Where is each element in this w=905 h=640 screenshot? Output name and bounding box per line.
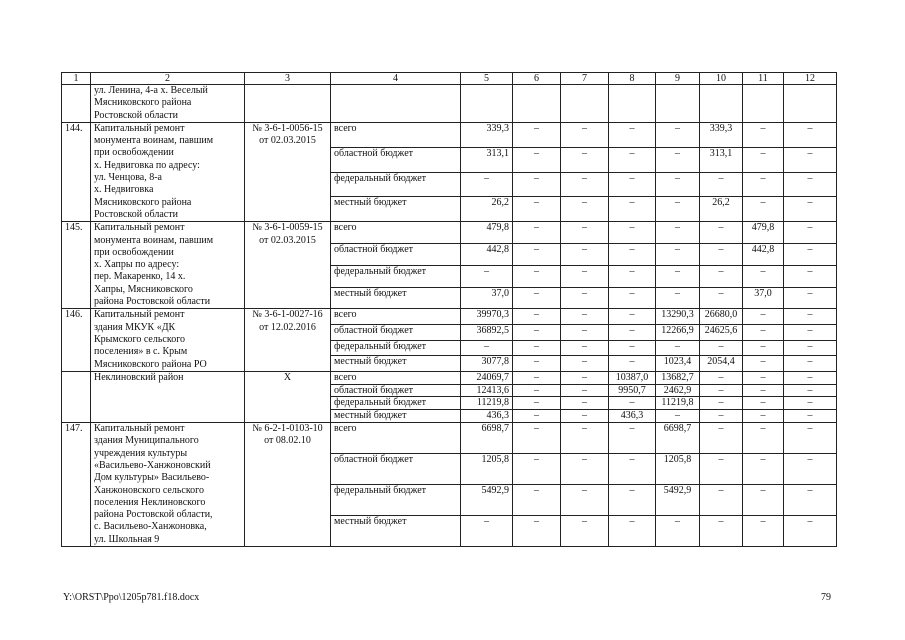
page-number: 79 bbox=[821, 592, 831, 603]
value-cell: – bbox=[561, 340, 609, 356]
value-cell: – bbox=[743, 340, 784, 356]
value-cell: 9950,7 bbox=[609, 384, 656, 397]
value-cell: – bbox=[743, 356, 784, 372]
value-cell: – bbox=[700, 423, 743, 454]
value-cell: 24069,7 bbox=[461, 371, 513, 384]
value-cell: 36892,5 bbox=[461, 324, 513, 340]
budget-source-label: всего bbox=[331, 122, 461, 147]
value-cell: 37,0 bbox=[461, 287, 513, 309]
empty-cell bbox=[743, 85, 784, 123]
value-cell: 436,3 bbox=[461, 410, 513, 423]
value-cell: – bbox=[461, 340, 513, 356]
budget-source-label: местный бюджет bbox=[331, 515, 461, 546]
table-row bbox=[62, 222, 837, 244]
empty-cell bbox=[461, 85, 513, 123]
value-cell: – bbox=[513, 222, 561, 244]
budget-source-label: всего bbox=[331, 423, 461, 454]
value-cell: – bbox=[784, 423, 837, 454]
value-cell: 1023,4 bbox=[656, 356, 700, 372]
value-cell: – bbox=[513, 324, 561, 340]
value-cell: – bbox=[656, 410, 700, 423]
value-cell: 6698,7 bbox=[656, 423, 700, 454]
value-cell: 13682,7 bbox=[656, 371, 700, 384]
value-cell: – bbox=[743, 384, 784, 397]
value-cell: – bbox=[513, 265, 561, 287]
value-cell: – bbox=[700, 410, 743, 423]
value-cell: – bbox=[700, 384, 743, 397]
value-cell: 12266,9 bbox=[656, 324, 700, 340]
budget-source-label: областной бюджет bbox=[331, 384, 461, 397]
empty-cell bbox=[700, 85, 743, 123]
value-cell: – bbox=[784, 371, 837, 384]
value-cell: – bbox=[743, 265, 784, 287]
budget-source-label: областной бюджет bbox=[331, 244, 461, 266]
value-cell: – bbox=[784, 147, 837, 172]
table-row bbox=[62, 122, 837, 147]
value-cell: 313,1 bbox=[461, 147, 513, 172]
value-cell: – bbox=[561, 356, 609, 372]
budget-source-label: всего bbox=[331, 309, 461, 325]
table-row bbox=[62, 371, 837, 384]
object-name: Неклиновский район bbox=[91, 371, 245, 422]
value-cell: – bbox=[656, 147, 700, 172]
value-cell: – bbox=[784, 244, 837, 266]
value-cell: – bbox=[743, 515, 784, 546]
column-header: 1 bbox=[62, 73, 91, 85]
value-cell: – bbox=[784, 454, 837, 485]
value-cell: 479,8 bbox=[461, 222, 513, 244]
value-cell: 26,2 bbox=[461, 197, 513, 222]
value-cell: 26680,0 bbox=[700, 309, 743, 325]
value-cell: – bbox=[784, 172, 837, 197]
table-row bbox=[62, 309, 837, 325]
value-cell: – bbox=[609, 172, 656, 197]
value-cell: 436,3 bbox=[609, 410, 656, 423]
value-cell: – bbox=[513, 172, 561, 197]
empty-cell bbox=[513, 85, 561, 123]
object-name: Капитальный ремонт монумента воинам, павшим при освобождении х. Хапры по адресу: пер. Макаренко, 14 х. Хапры, Мясниковского района Ростовской области bbox=[91, 222, 245, 309]
empty-cell bbox=[784, 85, 837, 123]
budget-table bbox=[61, 72, 837, 547]
value-cell: – bbox=[561, 197, 609, 222]
value-cell: – bbox=[656, 265, 700, 287]
value-cell: 442,8 bbox=[461, 244, 513, 266]
value-cell: – bbox=[656, 244, 700, 266]
value-cell: 2462,9 bbox=[656, 384, 700, 397]
value-cell: – bbox=[513, 197, 561, 222]
value-cell: – bbox=[700, 222, 743, 244]
document-number: № 3-6-1-0056-15 от 02.03.2015 bbox=[245, 122, 331, 221]
budget-source-label: местный бюджет bbox=[331, 197, 461, 222]
value-cell: – bbox=[743, 484, 784, 515]
column-header: 8 bbox=[609, 73, 656, 85]
value-cell: – bbox=[609, 423, 656, 454]
value-cell: – bbox=[656, 197, 700, 222]
value-cell: – bbox=[561, 484, 609, 515]
value-cell: 1205,8 bbox=[656, 454, 700, 485]
value-cell: – bbox=[743, 147, 784, 172]
value-cell: 11219,8 bbox=[656, 397, 700, 410]
value-cell: – bbox=[561, 515, 609, 546]
object-name: Капитальный ремонт монумента воинам, павшим при освобождении х. Недвиговка по адресу: ул. Ченцова, 8-а х. Недвиговка Мясниковского района Ростовской области bbox=[91, 122, 245, 221]
value-cell: 479,8 bbox=[743, 222, 784, 244]
row-number bbox=[62, 371, 91, 422]
value-cell: – bbox=[700, 371, 743, 384]
value-cell: – bbox=[656, 172, 700, 197]
value-cell: 3077,8 bbox=[461, 356, 513, 372]
budget-source-label: федеральный бюджет bbox=[331, 172, 461, 197]
budget-source-label: местный бюджет bbox=[331, 287, 461, 309]
budget-source-label: областной бюджет bbox=[331, 454, 461, 485]
document-number: № 3-6-1-0059-15 от 02.03.2015 bbox=[245, 222, 331, 309]
value-cell: – bbox=[784, 410, 837, 423]
column-header: 6 bbox=[513, 73, 561, 85]
value-cell: 37,0 bbox=[743, 287, 784, 309]
budget-source-label: федеральный бюджет bbox=[331, 340, 461, 356]
document-number: № 6-2-1-0103-10 от 08.02.10 bbox=[245, 423, 331, 547]
empty-cell bbox=[656, 85, 700, 123]
value-cell: 11219,8 bbox=[461, 397, 513, 410]
column-header: 7 bbox=[561, 73, 609, 85]
file-path: Y:\ORST\Ppo\1205p781.f18.docx bbox=[63, 592, 200, 603]
value-cell: – bbox=[513, 371, 561, 384]
value-cell: 24625,6 bbox=[700, 324, 743, 340]
budget-source-label: всего bbox=[331, 222, 461, 244]
value-cell: – bbox=[561, 384, 609, 397]
value-cell: – bbox=[784, 265, 837, 287]
value-cell: – bbox=[561, 287, 609, 309]
value-cell: – bbox=[461, 515, 513, 546]
value-cell: – bbox=[743, 324, 784, 340]
value-cell: 26,2 bbox=[700, 197, 743, 222]
value-cell: – bbox=[743, 423, 784, 454]
value-cell: – bbox=[784, 197, 837, 222]
value-cell: – bbox=[561, 222, 609, 244]
value-cell: – bbox=[743, 410, 784, 423]
budget-source-label: местный бюджет bbox=[331, 356, 461, 372]
value-cell: – bbox=[700, 172, 743, 197]
header-row bbox=[62, 73, 837, 85]
value-cell: – bbox=[784, 515, 837, 546]
value-cell: – bbox=[513, 410, 561, 423]
value-cell: – bbox=[784, 397, 837, 410]
column-header: 5 bbox=[461, 73, 513, 85]
value-cell: – bbox=[700, 454, 743, 485]
document-number: № 3-6-1-0027-16 от 12.02.2016 bbox=[245, 309, 331, 371]
value-cell: – bbox=[743, 122, 784, 147]
value-cell: – bbox=[609, 484, 656, 515]
value-cell: – bbox=[743, 172, 784, 197]
value-cell: – bbox=[609, 515, 656, 546]
value-cell: – bbox=[700, 397, 743, 410]
column-header: 9 bbox=[656, 73, 700, 85]
column-header: 11 bbox=[743, 73, 784, 85]
value-cell: – bbox=[656, 122, 700, 147]
value-cell: – bbox=[513, 454, 561, 485]
value-cell: – bbox=[656, 340, 700, 356]
object-name: Капитальный ремонт здания МКУК «ДК Крымского сельского поселения» в с. Крым Мясниковского района РО bbox=[91, 309, 245, 371]
value-cell: – bbox=[513, 384, 561, 397]
value-cell: 10387,0 bbox=[609, 371, 656, 384]
value-cell: – bbox=[609, 356, 656, 372]
value-cell: – bbox=[784, 222, 837, 244]
column-header: 10 bbox=[700, 73, 743, 85]
value-cell: – bbox=[609, 122, 656, 147]
value-cell: – bbox=[743, 371, 784, 384]
value-cell: – bbox=[700, 244, 743, 266]
value-cell: – bbox=[561, 122, 609, 147]
value-cell: 313,1 bbox=[700, 147, 743, 172]
value-cell: – bbox=[513, 309, 561, 325]
value-cell: – bbox=[609, 287, 656, 309]
budget-source-label: местный бюджет bbox=[331, 410, 461, 423]
value-cell: – bbox=[561, 423, 609, 454]
value-cell: – bbox=[700, 287, 743, 309]
value-cell: 442,8 bbox=[743, 244, 784, 266]
value-cell: – bbox=[561, 265, 609, 287]
empty-cell bbox=[331, 85, 461, 123]
value-cell: – bbox=[609, 454, 656, 485]
value-cell: 339,3 bbox=[461, 122, 513, 147]
empty-cell bbox=[245, 85, 331, 123]
object-name: Капитальный ремонт здания Муниципального учреждения культуры «Васильево-Ханжоновский Дом культуры» Васильево- Ханжоновского сельского поселения Неклиновского района Ростовской области, с. Васильево-Ханжоновка, ул. Школьная 9 bbox=[91, 423, 245, 547]
value-cell: – bbox=[609, 309, 656, 325]
row-number: 147. bbox=[62, 423, 91, 547]
value-cell: – bbox=[561, 244, 609, 266]
value-cell: – bbox=[561, 324, 609, 340]
value-cell: 13290,3 bbox=[656, 309, 700, 325]
value-cell: – bbox=[461, 172, 513, 197]
value-cell: – bbox=[784, 287, 837, 309]
value-cell: – bbox=[700, 340, 743, 356]
value-cell: – bbox=[784, 356, 837, 372]
document-number: Х bbox=[245, 371, 331, 422]
value-cell: – bbox=[609, 397, 656, 410]
value-cell: – bbox=[656, 287, 700, 309]
value-cell: 339,3 bbox=[700, 122, 743, 147]
value-cell: – bbox=[513, 244, 561, 266]
value-cell: – bbox=[513, 515, 561, 546]
value-cell: – bbox=[609, 324, 656, 340]
value-cell: – bbox=[561, 172, 609, 197]
value-cell: – bbox=[561, 371, 609, 384]
budget-source-label: федеральный бюджет bbox=[331, 397, 461, 410]
value-cell: 12413,6 bbox=[461, 384, 513, 397]
value-cell: – bbox=[561, 397, 609, 410]
value-cell: – bbox=[700, 484, 743, 515]
value-cell: – bbox=[513, 423, 561, 454]
value-cell: – bbox=[700, 515, 743, 546]
value-cell: – bbox=[700, 265, 743, 287]
value-cell: – bbox=[609, 340, 656, 356]
value-cell: – bbox=[561, 454, 609, 485]
budget-source-label: всего bbox=[331, 371, 461, 384]
value-cell: – bbox=[609, 265, 656, 287]
value-cell: – bbox=[784, 484, 837, 515]
value-cell: – bbox=[561, 309, 609, 325]
value-cell: – bbox=[513, 147, 561, 172]
value-cell: – bbox=[743, 197, 784, 222]
value-cell: – bbox=[561, 147, 609, 172]
value-cell: – bbox=[461, 265, 513, 287]
value-cell: – bbox=[784, 309, 837, 325]
empty-cell bbox=[609, 85, 656, 123]
value-cell: – bbox=[513, 356, 561, 372]
value-cell: – bbox=[784, 340, 837, 356]
value-cell: 6698,7 bbox=[461, 423, 513, 454]
value-cell: – bbox=[609, 222, 656, 244]
value-cell: 39970,3 bbox=[461, 309, 513, 325]
value-cell: – bbox=[609, 244, 656, 266]
value-cell: – bbox=[513, 122, 561, 147]
value-cell: 5492,9 bbox=[656, 484, 700, 515]
budget-source-label: областной бюджет bbox=[331, 324, 461, 340]
value-cell: – bbox=[784, 324, 837, 340]
column-header: 12 bbox=[784, 73, 837, 85]
value-cell: 2054,4 bbox=[700, 356, 743, 372]
column-header: 3 bbox=[245, 73, 331, 85]
value-cell: – bbox=[656, 515, 700, 546]
value-cell: – bbox=[784, 384, 837, 397]
value-cell: – bbox=[561, 410, 609, 423]
value-cell: – bbox=[513, 340, 561, 356]
row-number: 144. bbox=[62, 122, 91, 221]
value-cell: – bbox=[784, 122, 837, 147]
value-cell: – bbox=[743, 309, 784, 325]
value-cell: – bbox=[513, 397, 561, 410]
budget-source-label: федеральный бюджет bbox=[331, 484, 461, 515]
column-header: 2 bbox=[91, 73, 245, 85]
row-number: 145. bbox=[62, 222, 91, 309]
table-row bbox=[62, 423, 837, 454]
row-number: 146. bbox=[62, 309, 91, 371]
continuation-row bbox=[62, 85, 837, 123]
value-cell: – bbox=[609, 147, 656, 172]
budget-source-label: областной бюджет bbox=[331, 147, 461, 172]
value-cell: – bbox=[513, 484, 561, 515]
empty-cell bbox=[561, 85, 609, 123]
value-cell: 1205,8 bbox=[461, 454, 513, 485]
value-cell: 5492,9 bbox=[461, 484, 513, 515]
value-cell: – bbox=[513, 287, 561, 309]
budget-source-label: федеральный бюджет bbox=[331, 265, 461, 287]
empty-cell bbox=[62, 85, 91, 123]
value-cell: – bbox=[609, 197, 656, 222]
column-header: 4 bbox=[331, 73, 461, 85]
continuation-text: ул. Ленина, 4-а х. Веселый Мясниковского района Ростовской области bbox=[91, 85, 245, 123]
value-cell: – bbox=[656, 222, 700, 244]
value-cell: – bbox=[743, 397, 784, 410]
value-cell: – bbox=[743, 454, 784, 485]
